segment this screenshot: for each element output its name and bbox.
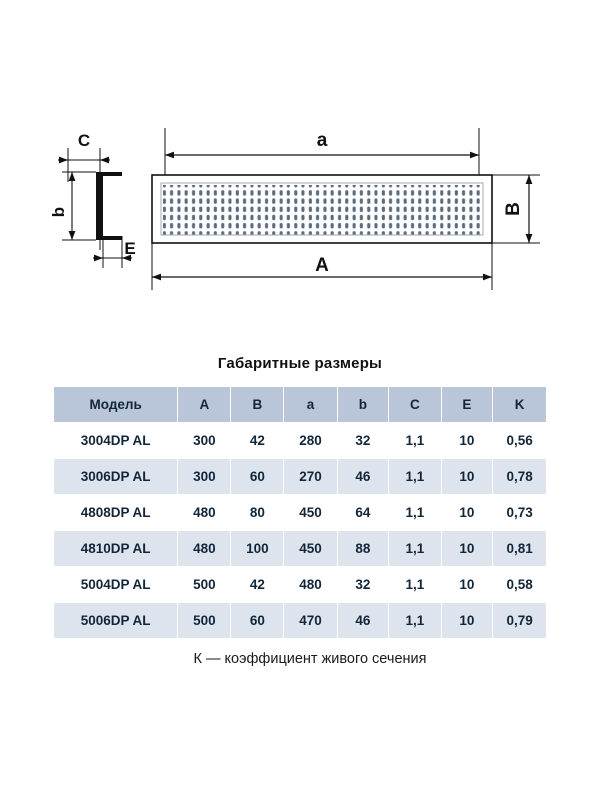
grille-front-view xyxy=(152,175,492,243)
cell-model: 4810DP AL xyxy=(54,531,178,567)
cell-model: 5004DP AL xyxy=(54,567,178,603)
dimension-a-lower xyxy=(165,128,479,176)
cell-k: 0,58 xyxy=(493,567,547,603)
cell-a-upper: 300 xyxy=(178,423,231,459)
cell-k: 0,56 xyxy=(493,423,547,459)
cell-a-upper: 500 xyxy=(178,603,231,639)
cell-k: 0,81 xyxy=(493,531,547,567)
cell-b-upper: 100 xyxy=(231,531,284,567)
cell-c: 1,1 xyxy=(389,423,441,459)
column-header-model: Модель xyxy=(54,387,178,423)
column-header-c: C xyxy=(389,387,441,423)
technical-drawing xyxy=(0,0,600,340)
cell-a-upper: 500 xyxy=(178,567,231,603)
cell-model: 4808DP AL xyxy=(54,495,178,531)
cell-e: 10 xyxy=(441,423,493,459)
cell-k: 0,79 xyxy=(493,603,547,639)
table-header-row xyxy=(54,387,547,423)
table-row xyxy=(54,423,547,459)
cell-model: 5006DP AL xyxy=(54,603,178,639)
profile-section xyxy=(96,172,122,240)
cell-e: 10 xyxy=(441,531,493,567)
cell-model: 3006DP AL xyxy=(54,459,178,495)
cell-b-upper: 60 xyxy=(231,459,284,495)
cell-a-lower: 450 xyxy=(284,495,337,531)
dimensions-table xyxy=(53,386,547,639)
table-row xyxy=(54,459,547,495)
cell-a-upper: 480 xyxy=(178,495,231,531)
table-footnote: К — коэффициент живого сечения xyxy=(193,651,427,667)
cell-b-upper: 80 xyxy=(231,495,284,531)
dimension-e xyxy=(93,236,136,268)
cell-model: 3004DP AL xyxy=(54,423,178,459)
cell-b-upper: 60 xyxy=(231,603,284,639)
cell-c: 1,1 xyxy=(389,603,441,639)
cell-e: 10 xyxy=(441,603,493,639)
dimensions-section xyxy=(0,355,600,667)
cell-a-upper: 300 xyxy=(178,459,231,495)
column-header-a-upper: A xyxy=(178,387,231,423)
label-e: E xyxy=(124,239,136,258)
table-row xyxy=(54,531,547,567)
label-b-lower: b xyxy=(49,206,68,218)
cell-a-lower: 280 xyxy=(284,423,337,459)
cell-b-upper: 42 xyxy=(231,567,284,603)
cell-c: 1,1 xyxy=(389,567,441,603)
drawing-svg xyxy=(0,0,600,340)
cell-b-lower: 64 xyxy=(337,495,389,531)
cell-b-lower: 46 xyxy=(337,603,389,639)
cell-k: 0,73 xyxy=(493,495,547,531)
column-header-k: K xyxy=(493,387,547,423)
cell-b-lower: 46 xyxy=(337,459,389,495)
cell-e: 10 xyxy=(441,459,493,495)
column-header-a-lower: a xyxy=(284,387,337,423)
label-a-lower: a xyxy=(316,130,328,151)
cell-e: 10 xyxy=(441,495,493,531)
label-c: C xyxy=(77,131,91,150)
cell-a-lower: 450 xyxy=(284,531,337,567)
table-title: Габаритные размеры xyxy=(217,355,383,372)
cell-k: 0,78 xyxy=(493,459,547,495)
cell-a-upper: 480 xyxy=(178,531,231,567)
cell-b-upper: 42 xyxy=(231,423,284,459)
table-row xyxy=(54,603,547,639)
cell-b-lower: 32 xyxy=(337,567,389,603)
column-header-b-upper: B xyxy=(231,387,284,423)
cell-c: 1,1 xyxy=(389,531,441,567)
cell-b-lower: 32 xyxy=(337,423,389,459)
table-row xyxy=(54,495,547,531)
cell-a-lower: 480 xyxy=(284,567,337,603)
dimension-b-lower xyxy=(49,172,96,240)
cell-a-lower: 270 xyxy=(284,459,337,495)
cell-b-lower: 88 xyxy=(337,531,389,567)
cell-e: 10 xyxy=(441,567,493,603)
cell-a-lower: 470 xyxy=(284,603,337,639)
table-row xyxy=(54,567,547,603)
dimension-a-upper xyxy=(152,243,492,290)
column-header-e: E xyxy=(441,387,493,423)
label-b-upper: B xyxy=(503,202,524,216)
label-a-upper: A xyxy=(315,255,329,276)
dimension-b-upper xyxy=(492,175,540,243)
cell-c: 1,1 xyxy=(389,459,441,495)
cell-c: 1,1 xyxy=(389,495,441,531)
column-header-b-lower: b xyxy=(337,387,389,423)
